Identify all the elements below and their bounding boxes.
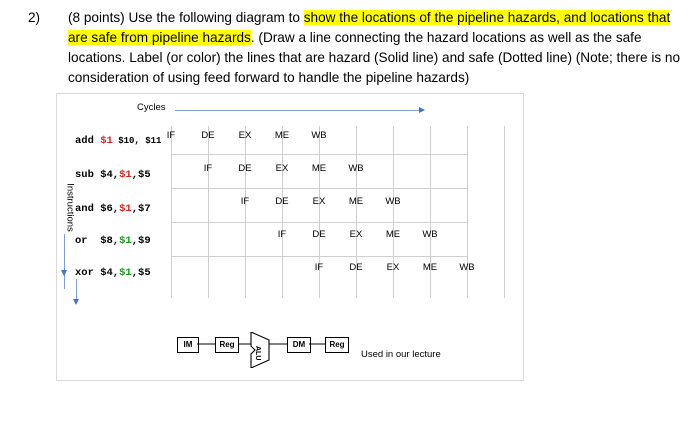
instruction-op: or $8,: [75, 235, 120, 247]
grid-vline: [282, 126, 283, 298]
stage-if: IF: [277, 229, 287, 240]
stage-de: DE: [201, 130, 215, 141]
question-rest: . (Draw a line connecting the hazard locations as well as the safe locations. Label (or color) the lines that are hazard (Solid line) and safe (Dotted line) (Note; there is no consideration of using feed forward to handle the pipeline hazards): [68, 30, 681, 85]
grid-hline: [171, 222, 467, 223]
instructions-arrow-line: [64, 234, 65, 289]
stage-me: ME: [385, 229, 401, 240]
instruction-op: sub $4,: [75, 169, 120, 181]
instruction-op: add: [75, 135, 101, 147]
instruction-row-4: [75, 267, 151, 279]
stage-ex: EX: [275, 163, 289, 174]
instruction-row-2: [75, 203, 151, 215]
instruction-row-3: [75, 235, 151, 247]
instruction-row-0: [75, 135, 161, 147]
stage-if: IF: [240, 196, 250, 207]
instruction-reg: $1: [119, 267, 132, 279]
grid-hline: [171, 154, 467, 155]
grid-vline: [208, 126, 209, 298]
stage-if: IF: [203, 163, 213, 174]
stage-me: ME: [274, 130, 290, 141]
question-number: 2): [28, 10, 41, 25]
stage-wb: WB: [348, 163, 364, 174]
stage-wb: WB: [422, 229, 438, 240]
question-highlight: show the locations of the pipeline hazards, and locations that are safe from pipeline hazards: [68, 10, 671, 45]
grid-hline: [171, 188, 467, 189]
stage-de: DE: [349, 262, 363, 273]
instructions-arrow2-icon: [73, 299, 79, 305]
stage-wb: WB: [385, 196, 401, 207]
stage-ex: EX: [312, 196, 326, 207]
instruction-rest: ,$5: [131, 267, 151, 279]
instruction-reg: $1: [100, 135, 113, 147]
reg-box-1: Reg: [215, 337, 239, 353]
stage-me: ME: [311, 163, 327, 174]
stage-ex: EX: [349, 229, 363, 240]
grid-vline: [245, 126, 246, 298]
instruction-row-1: [75, 169, 151, 181]
grid-hline: [171, 256, 467, 257]
instructions-label: Instructions: [64, 183, 76, 232]
stage-if: IF: [314, 262, 324, 273]
instruction-op: xor $4,: [75, 267, 120, 279]
instruction-rest: ,$9: [131, 235, 151, 247]
im-box: IM: [177, 337, 199, 353]
instruction-reg: $1: [119, 203, 132, 215]
figure-caption: Used in our lecture: [361, 349, 441, 360]
grid-vline: [504, 126, 505, 298]
cycles-arrow-icon: [175, 110, 423, 111]
stage-de: DE: [275, 196, 289, 207]
stage-ex: EX: [386, 262, 400, 273]
dm-reg-connector-icon: [309, 337, 325, 351]
stage-wb: WB: [459, 262, 475, 273]
reg-box-2: Reg: [325, 337, 349, 353]
cycles-label: Cycles: [137, 102, 166, 113]
stage-wb: WB: [311, 130, 327, 141]
stage-me: ME: [422, 262, 438, 273]
instruction-rest: ,$7: [131, 203, 151, 215]
question-intro: (8 points) Use the following diagram to: [68, 10, 304, 25]
stage-me: ME: [348, 196, 364, 207]
instruction-reg: $1: [119, 235, 132, 247]
question-text: [68, 8, 684, 88]
instructions-arrow2-line: [76, 279, 77, 301]
instruction-reg: $1: [119, 169, 132, 181]
pipeline-figure: [56, 93, 524, 381]
stage-ex: EX: [238, 130, 252, 141]
instruction-rest: ,$5: [131, 169, 151, 181]
grid-vline: [171, 126, 172, 298]
instruction-op: and $6,: [75, 203, 120, 215]
stage-de: DE: [312, 229, 326, 240]
instruction-rest: $10, $11: [112, 136, 162, 146]
alu-label: ALU: [254, 346, 261, 361]
instructions-arrow-icon: [61, 270, 67, 276]
stage-if: IF: [166, 130, 176, 141]
stage-de: DE: [238, 163, 252, 174]
dm-box: DM: [287, 337, 311, 353]
